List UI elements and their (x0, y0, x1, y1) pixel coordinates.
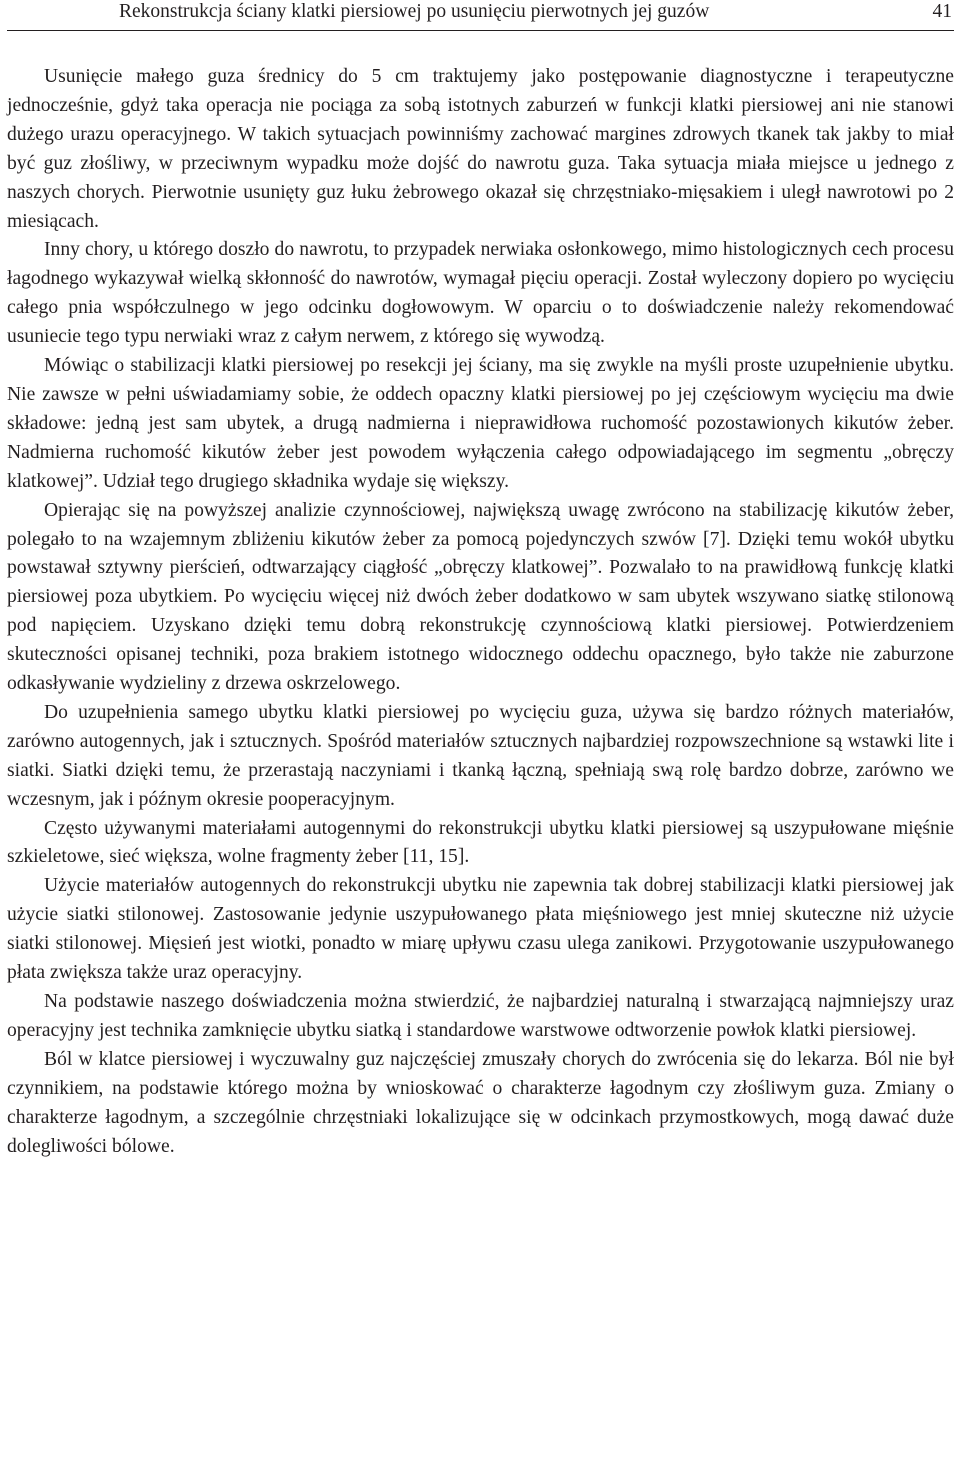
paragraph: Użycie materiałów autogennych do rekonstrukcji ubytku nie zapewnia tak dobrej stabilizacji klatki piersiowej jak użycie siatki stilonowej. Zastosowanie jedynie uszypułowanego płata mięśniowego jest mniej skuteczne niż użycie siatki stilonowej. Mięsień jest wiotki, ponadto w miarę upływu czasu ulega zanikowi. Przygotowanie uszypułowanego płata zwiększa także uraz operacyjny. (7, 875, 954, 984)
paragraph: Mówiąc o stabilizacji klatki piersiowej po resekcji jej ściany, ma się zwykle na myśli proste uzupełnienie ubytku. Nie zawsze w pełni uświadamiamy sobie, że oddech opaczny klatki piersiowej po jej częściowym wycięciu ma dwie składowe: jedną jest sam ubytek, a drugą nadmierna i nieprawidłowa ruchomość pozostawionych kikutów żeber. Nadmierna ruchomość kikutów żeber jest powodem wyłączenia całego odpowiadającego im segmentu „obręczy klatkowej”. Udział tego drugiego składnika wydaje się większy. (7, 355, 954, 492)
body-text (7, 63, 954, 1161)
document-page (7, 0, 954, 1161)
paragraph: Ból w klatce piersiowej i wyczuwalny guz najczęściej zmuszały chorych do zwrócenia się do lekarza. Ból nie był czynnikiem, na podstawie którego można by wnioskować o charakterze łagodnym czy złośliwym guza. Zmiany o charakterze łagodnym, a szczególnie chrzęstniaki lokalizujące się w odcinkach przymostkowych, mogą dawać duże dolegliwości bólowe. (7, 1048, 954, 1157)
running-title: Rekonstrukcja ściany klatki piersiowej po usunięciu pierwotnych jej guzów (119, 1, 710, 22)
page-number: 41 (932, 1, 952, 22)
paragraph: Do uzupełnienia samego ubytku klatki piersiowej po wycięciu guza, używa się bardzo różnych materiałów, zarówno autogennych, jak i sztucznych. Spośród materiałów sztucznych najbardziej rozpowszechnione są wstawki lite i siatki. Siatki dzięki temu, że przerastają naczyniami i tkanką łączną, spełniają swą rolę bardzo dobrze, zarówno we wczesnym, jak i późnym okresie pooperacyjnym. (7, 701, 954, 810)
paragraph: Opierając się na powyższej analizie czynnościowej, największą uwagę zwrócono na stabilizację kikutów żeber, polegało to na wzajemnym zbliżeniu kikutów żeber za pomocą pojedynczych szwów [7]. Dzięki temu wokół ubytku powstawał sztywny pierścień, odtwarzający ciągłość „obręczy klatkowej”. Pozwalało to na prawidłową funkcję klatki piersiowej poza ubytkiem. Po wycięciu więcej niż dwóch żeber dodatkowo w sam ubytek wszywano siatkę stilonową pod napięciem. Uzyskano dzięki temu dobrą rekonstrukcję czynnościową klatki piersiowej. Potwierdzeniem skuteczności opisanej techniki, poza brakiem istotnego widocznego oddechu opacznego, było także nie zaburzone odkasływanie wydzieliny z drzewa oskrzelowego. (7, 499, 954, 695)
running-header (7, 0, 954, 31)
paragraph: Często używanymi materiałami autogennymi do rekonstrukcji ubytku klatki piersiowej są uszypułowane mięśnie szkieletowe, sieć większa, wolne fragmenty żeber [11, 15]. (7, 817, 954, 868)
paragraph: Na podstawie naszego doświadczenia można stwierdzić, że najbardziej naturalną i stwarzającą najmniejszy uraz operacyjny jest technika zamknięcie ubytku siatką i standardowe warstwowe odtworzenie powłok klatki piersiowej. (7, 991, 954, 1041)
paragraph: Inny chory, u którego doszło do nawrotu, to przypadek nerwiaka osłonkowego, mimo histologicznych cech procesu łagodnego wykazywał wielką skłonność do nawrotów, wymagał pięciu operacji. Został wyleczony dopiero po wycięciu całego pnia współczulnego w jego odcinku dogłowowym. W oparciu o to doświadczenie należy rekomendować usuniecie tego typu nerwiaki wraz z całym nerwem, z którego się wywodzą. (7, 239, 954, 348)
paragraph: Usunięcie małego guza średnicy do 5 cm traktujemy jako postępowanie diagnostyczne i terapeutyczne jednocześnie, gdyż taka operacja nie pociąga za sobą istotnych zaburzeń w funkcji klatki piersiowej ani nie stanowi dużego urazu operacyjnego. W takich sytuacjach powinniśmy zachować margines zdrowych tkanek tak jakby to miał być guz złośliwy, w przeciwnym wypadku może dojść do nawrotu guza. Taka sytuacja miała miejsce u jednego z naszych chorych. Pierwotnie usunięty guz łuku żebrowego okazał się chrzęstniako-mięsakiem i uległ nawrotowi po 2 miesiącach. (7, 66, 954, 232)
